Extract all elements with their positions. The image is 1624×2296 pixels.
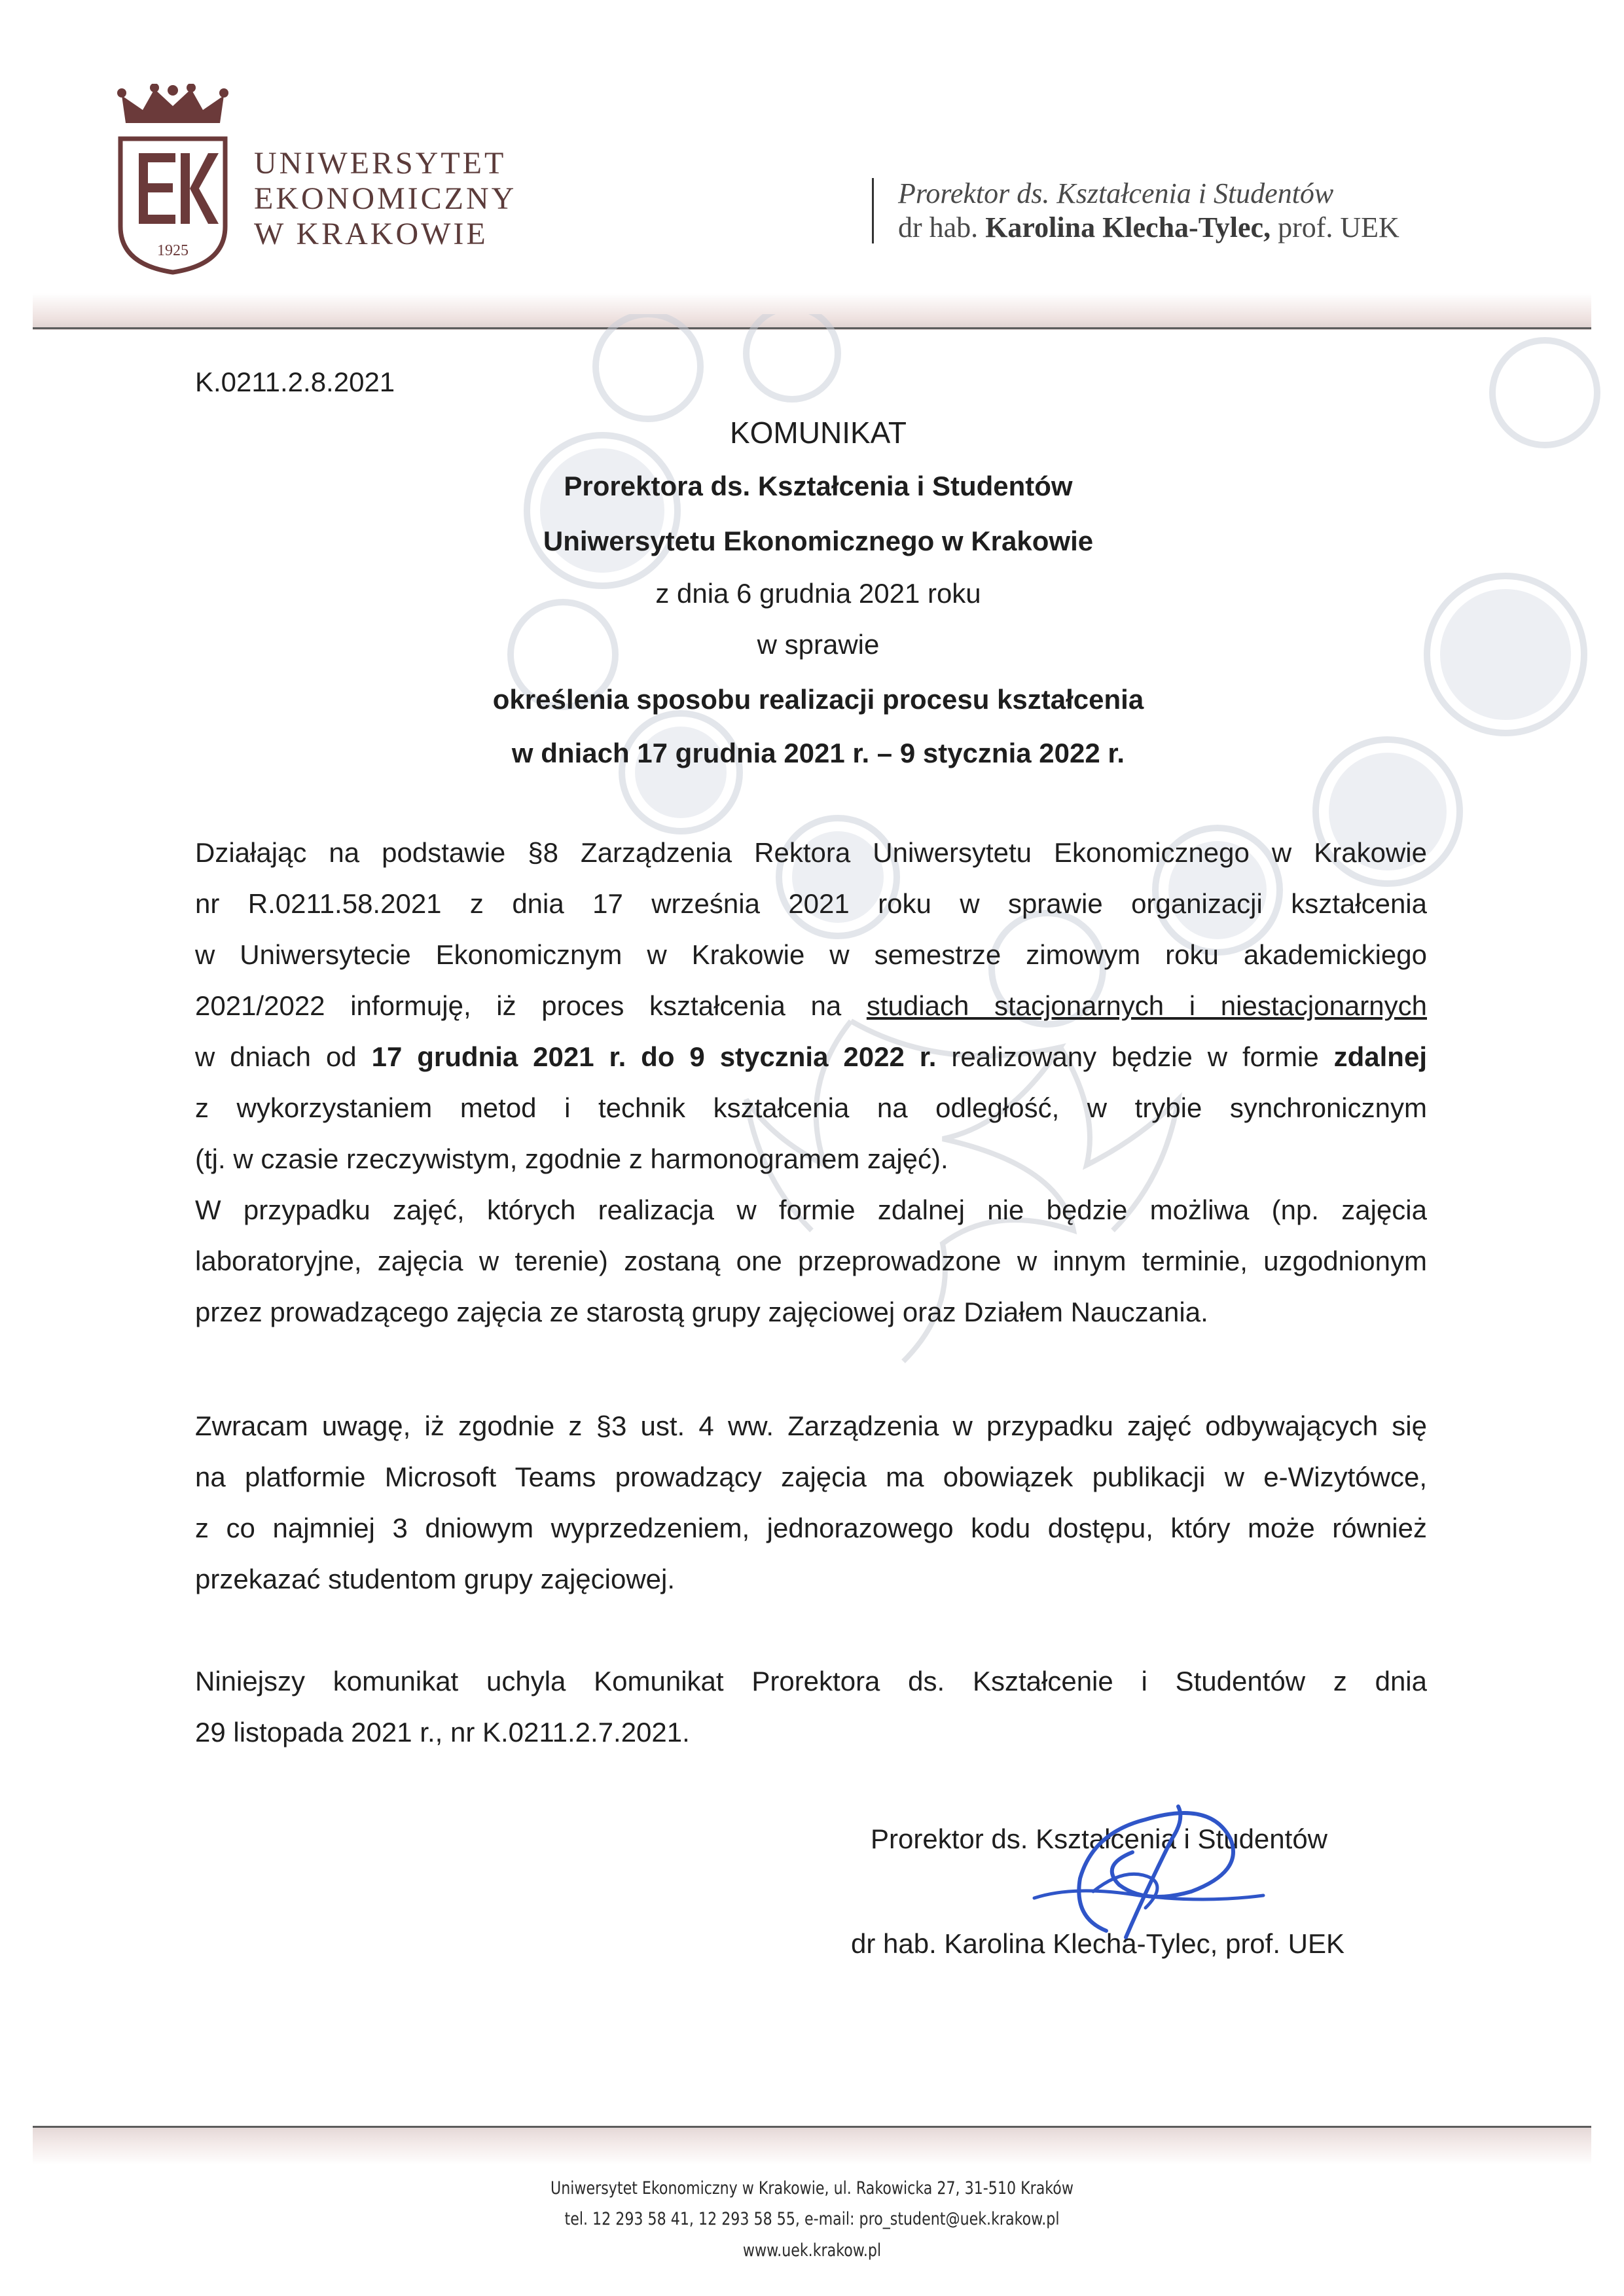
paragraph-line: (tj. w czasie rzeczywistym, zgodnie z harmonogramem zajęć). [195,1143,948,1174]
paragraph-line: 29 listopada 2021 r., nr K.0211.2.7.2021. [195,1717,690,1748]
text-segment: realizowany będzie w formie [936,1041,1334,1072]
header-name [898,211,1399,244]
header-name-suffix: prof. UEK [1278,211,1399,243]
title-line: Prorektora ds. Kształcenia i Studentów [564,471,1073,501]
title-line: z dnia 6 grudnia 2021 roku [655,578,981,609]
logo-year: 1925 [157,242,189,259]
paragraph-line [195,1031,1427,1083]
university-name-line-2: EKONOMICZNY [254,181,517,216]
logo-initials [139,153,219,224]
paragraph-repeal [195,1656,1427,1758]
paragraph-main [195,827,1427,1338]
footer-address: Uniwersytet Ekonomiczny w Krakowie, ul. Rakowicka 27, 31-510 Kraków [550,2178,1074,2198]
header-divider [872,178,874,243]
header-name-bold: Karolina Klecha-Tylec, [985,211,1271,243]
text-segment: w dniach od [195,1041,372,1072]
paragraph-line: z co najmniej 3 dniowym wyprzedzeniem, jednorazowego kodu dostępu, który może również [195,1513,1427,1543]
handwritten-signature [995,1767,1270,1964]
paragraph-line: laboratoryjne, zajęcia w terenie) zostaną one przeprowadzone w innym terminie, uzgodnionym [195,1246,1427,1276]
document-title: KOMUNIKAT [729,416,907,450]
paragraph-line: Działając na podstawie §8 Zarządzenia Rektora Uniwersytetu Ekonomicznego w Krakowie [195,837,1427,868]
paragraph-line: W przypadku zajęć, których realizacja w formie zdalnej nie będzie możliwa (np. zajęcia [195,1194,1427,1225]
paragraph-line: przekazać studentom grupy zajęciowej. [195,1564,676,1594]
paragraph-line: z wykorzystaniem metod i technik kształcenia na odległość, w trybie synchronicznym [195,1092,1427,1123]
university-name-line-1: UNIWERSYTET [254,146,507,181]
paragraph-line [195,980,1427,1031]
paragraph-line: na platformie Microsoft Teams prowadzący zajęcia ma obowiązek publikacji w e-Wizytówce, [195,1462,1427,1492]
paragraph-teams-notice [195,1401,1427,1605]
bold-date-range: 17 grudnia 2021 r. do 9 stycznia 2022 r. [371,1041,937,1072]
underlined-text: studiach stacjonarnych i niestacjonarnych [866,990,1427,1021]
header-name-prefix: dr hab. [898,211,979,243]
paragraph-line: w Uniwersytecie Ekonomicznym w Krakowie w semestrze zimowym roku akademickiego [195,939,1427,970]
university-logo [117,84,229,275]
university-name-line-3: W KRAKOWIE [254,217,488,251]
title-line: w sprawie [757,629,880,660]
footer-website: www.uek.krakow.pl [742,2240,882,2261]
signature-name: dr hab. Karolina Klecha-Tylec, prof. UEK [851,1928,1345,1959]
reference-number: K.0211.2.8.2021 [195,367,395,397]
crown-icon [117,84,228,123]
text-segment: 2021/2022 informuję, iż proces kształcenia na [195,990,867,1021]
title-line: Uniwersytetu Ekonomicznego w Krakowie [543,526,1094,556]
footer-band [33,2126,1591,2165]
footer-rule [33,2126,1591,2128]
bold-mode: zdalnej [1333,1041,1427,1072]
paragraph-line: przez prowadzącego zajęcia ze starostą grupy zajęciowej oraz Działem Nauczania. [195,1297,1208,1327]
header-role: Prorektor ds. Kształcenia i Studentów [898,177,1334,209]
title-line: określenia sposobu realizacji procesu kształcenia [492,684,1144,715]
paragraph-line: Zwracam uwagę, iż zgodnie z §3 ust. 4 ww. Zarządzenia w przypadku zajęć odbywających się [195,1410,1427,1441]
paragraph-line: Niniejszy komunikat uchyla Komunikat Prorektora ds. Kształcenie i Studentów z dnia [195,1666,1427,1696]
title-line: w dniach 17 grudnia 2021 r. – 9 stycznia 2022 r. [511,738,1125,768]
signature-role: Prorektor ds. Kształcenia i Studentów [871,1823,1328,1854]
paragraph-line: nr R.0211.58.2021 z dnia 17 września 2021 roku w sprawie organizacji kształcenia [195,888,1427,919]
footer-contact: tel. 12 293 58 41, 12 293 58 55, e-mail: pro_student@uek.krakow.pl [564,2209,1060,2229]
